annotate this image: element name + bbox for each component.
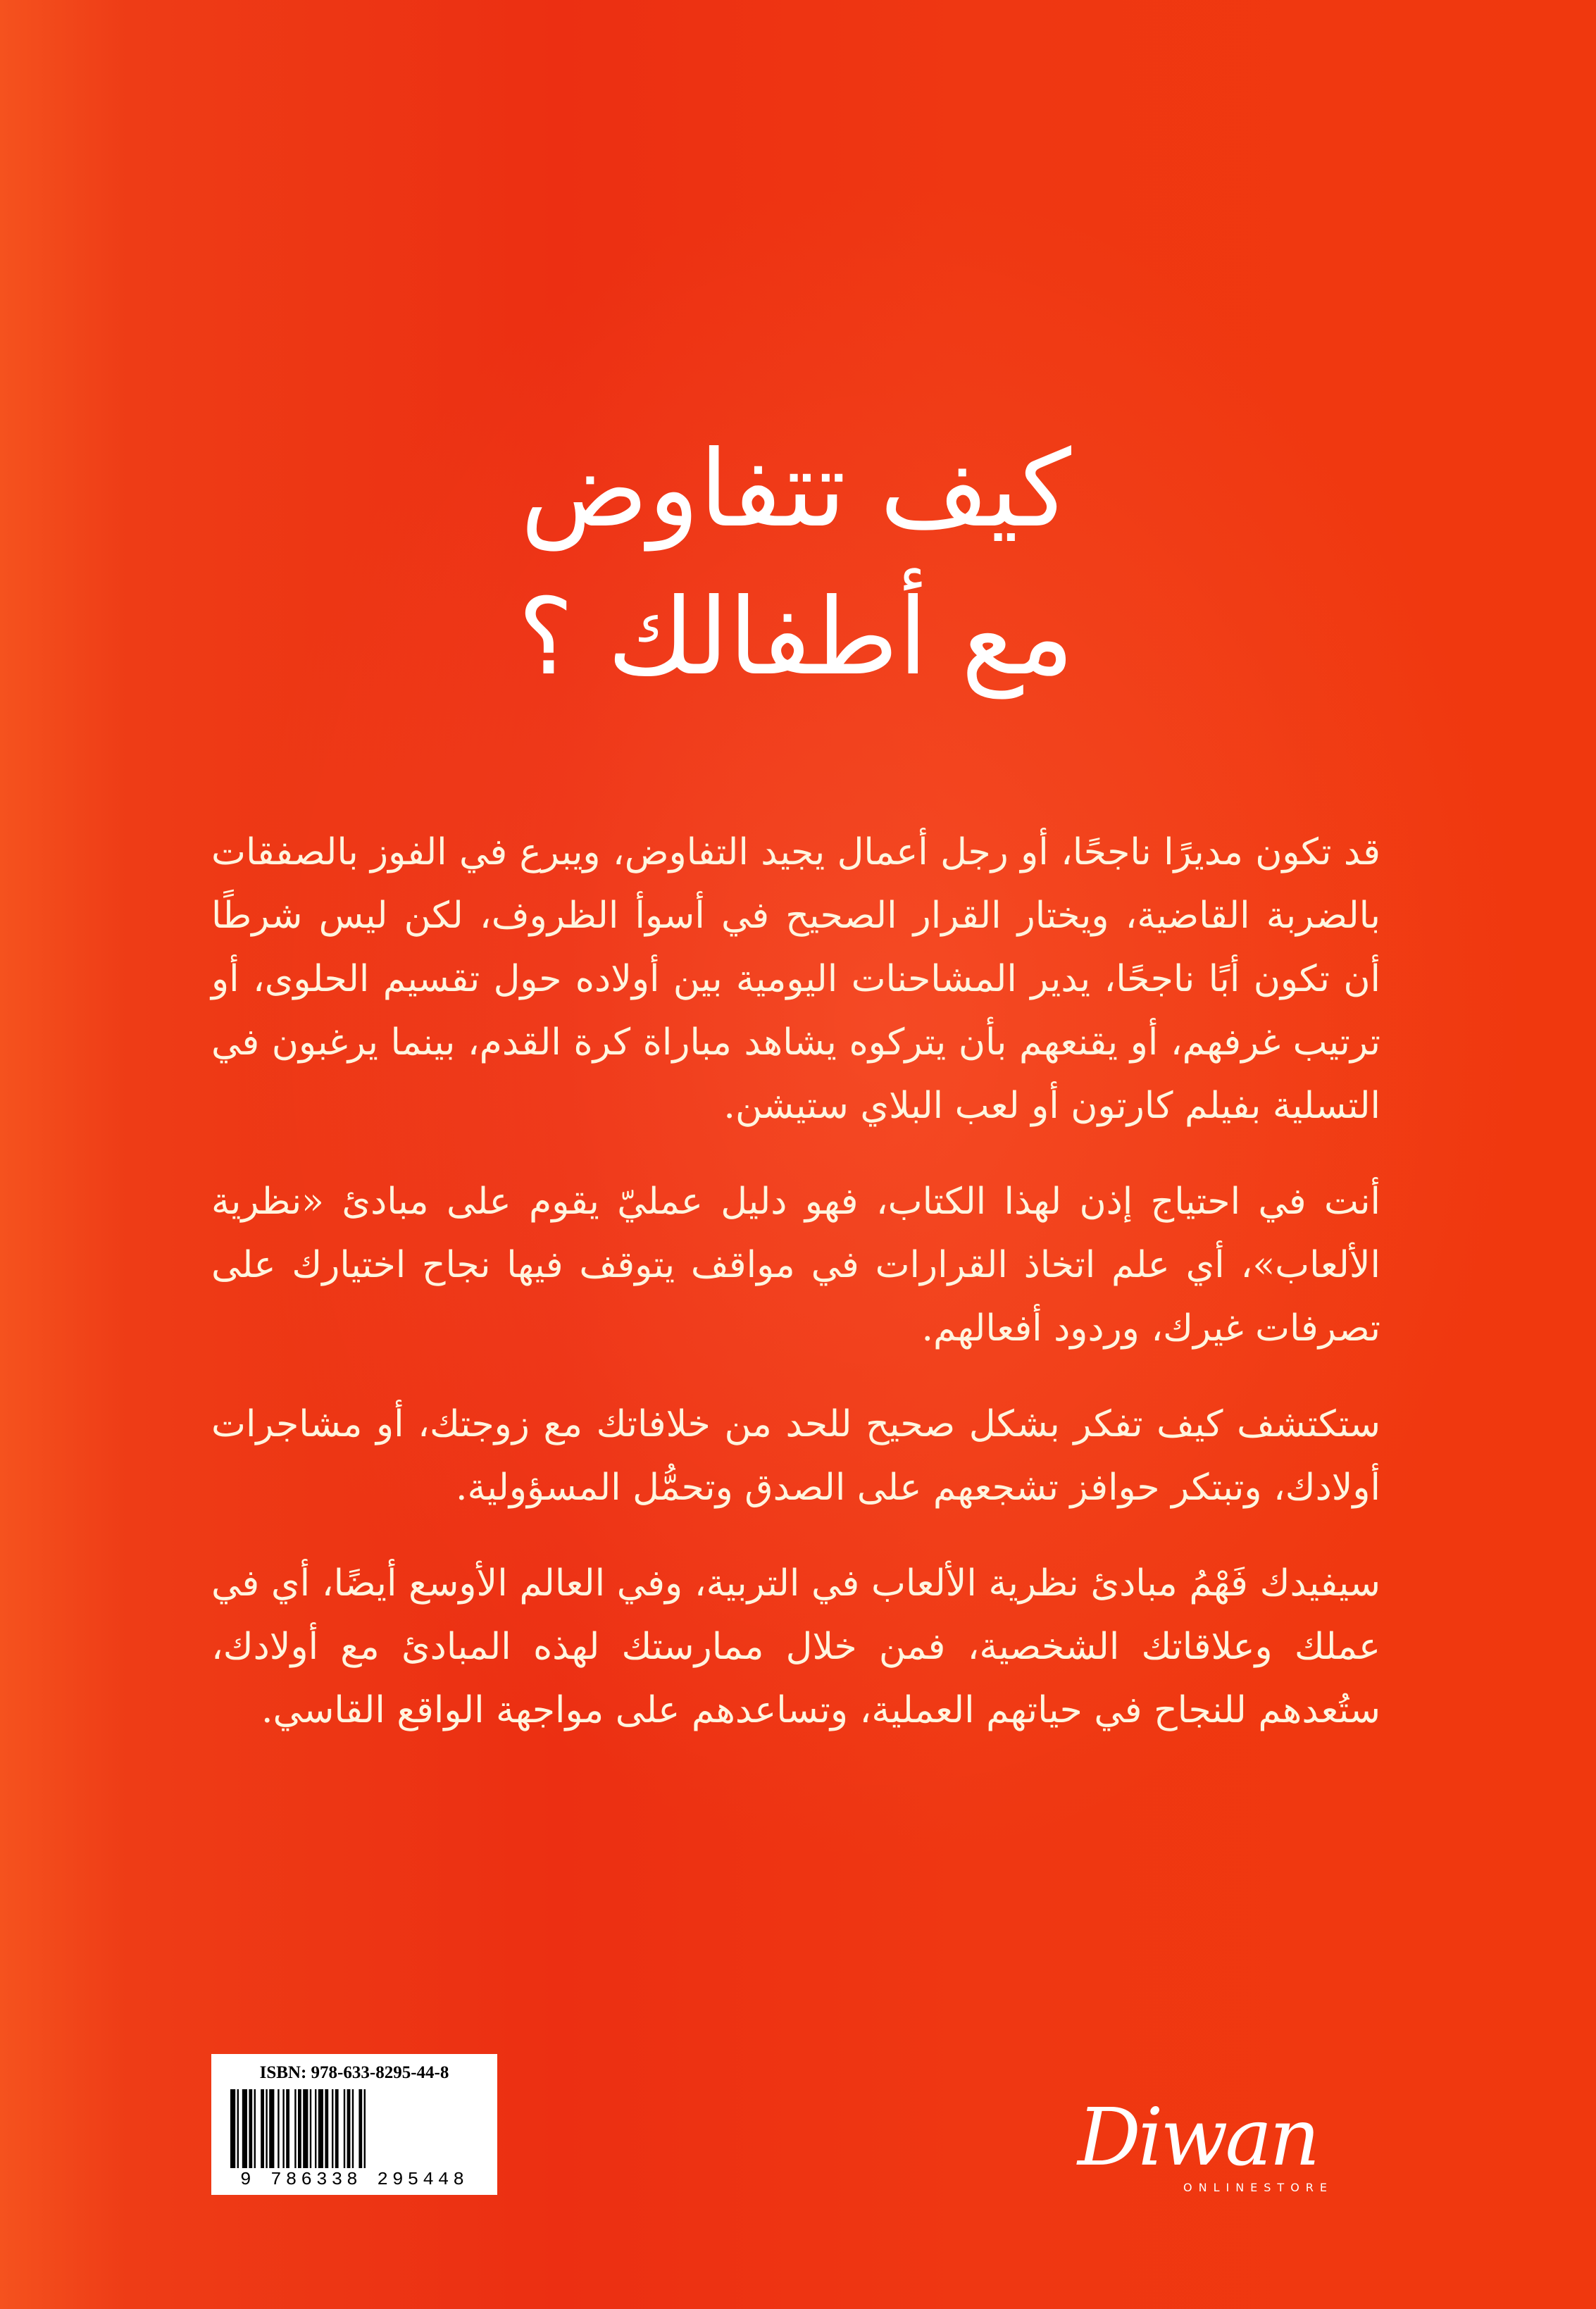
blurb-paragraph-3: ستكتشف كيف تفكر بشكل صحيح للحد من خلافاتك مع زوجتك، أو مشاجرات أولادك، وتبتكر حوافز تشجعهم على الصدق وتحمُّل المسؤولية.	[211, 1403, 1380, 1509]
publisher-logo	[1078, 2092, 1373, 2208]
title-line-2: مع أطفالك ؟	[518, 576, 1074, 699]
publisher-logo-word: Diwan	[1078, 2092, 1318, 2184]
blurb-paragraph-4: سيفيدك فَهْمُ مبادئ نظرية الألعاب في التربية، وفي العالم الأوسع أيضًا، أي في عملك وعلاقاتك الشخصية، فمن خلال ممارستك لهذه المبادئ مع أولادك، ستُعدهم للنجاح في حياتهم العملية، وتساعدهم على مواجهة الواقع القاسي.	[211, 1562, 1380, 1731]
isbn-label: ISBN: 978-633-8295-44-8	[259, 2063, 449, 2082]
publisher-tagline: ONLINESTORE	[1183, 2181, 1334, 2194]
isbn-barcode-box	[211, 2054, 497, 2195]
blurb	[211, 821, 1380, 1774]
book-title	[211, 416, 1380, 711]
title-line-1: كيف تتفاوض	[520, 428, 1071, 551]
barcode-icon	[227, 2089, 481, 2168]
blurb-paragraph-1: قد تكون مديرًا ناجحًا، أو رجل أعمال يجيد التفاوض، ويبرع في الفوز بالصفقات بالضربة القاضية، ويختار القرار الصحيح في أسوأ الظروف، لكن ليس شرطًا أن تكون أبًا ناجحًا، يدير المشاحنات اليومية بين أولاده حول تقسيم الحلوى، أو ترتيب غرفهم، أو يقنعهم بأن يتركوه يشاهد مباراة كرة القدم، بينما يرغبون في التسلية بفيلم كارتون أو لعب البلاي ستيشن.	[211, 831, 1380, 1127]
barcode-digits: 9 786338 295448	[239, 2169, 469, 2190]
blurb-paragraph-2: أنت في احتياج إذن لهذا الكتاب، فهو دليل عمليّ يقوم على مبادئ «نظرية الألعاب»، أي علم اتخاذ القرارات في مواقف يتوقف فيها نجاح اختيارك على تصرفات غيرك، وردود أفعالهم.	[211, 1181, 1380, 1350]
